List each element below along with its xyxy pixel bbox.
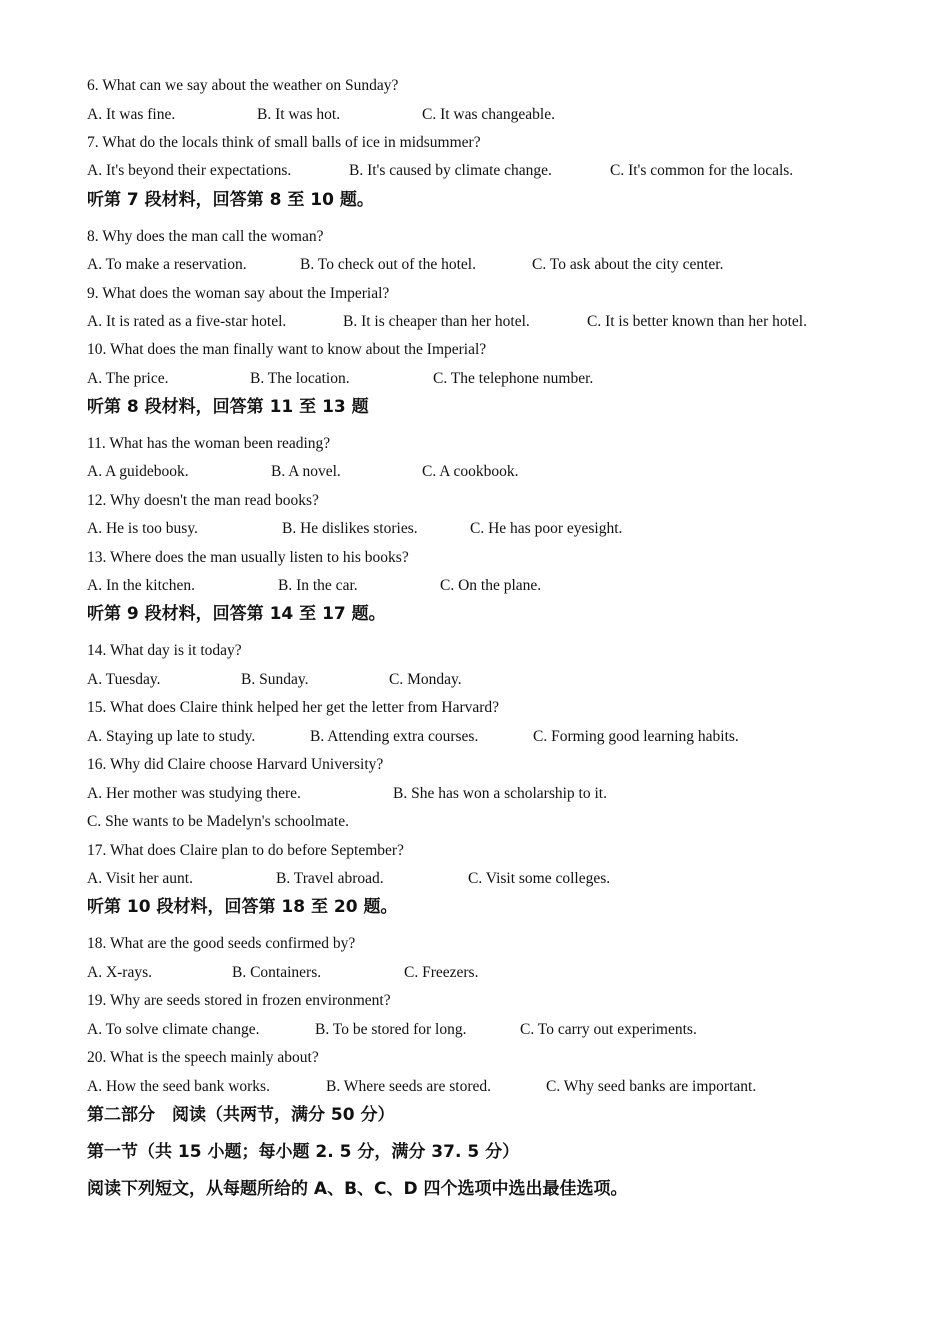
option-a: A. Visit her aunt. [87,870,193,887]
option-b: B. Containers. [232,964,322,981]
question-16-option-c: C. She wants to be Madelyn's schoolmate. [87,813,349,830]
option-a: A. Staying up late to study. [87,728,256,745]
option-b: B. A novel. [271,463,341,480]
option-a: A. Tuesday. [87,671,161,688]
section-heading-8: 听第 8 段材料，回答第 11 至 13 题 [87,397,369,417]
question-8-stem: 8. Why does the man call the woman? [87,228,324,245]
option-b: B. To check out of the hotel. [300,256,476,273]
option-c: C. To ask about the city center. [532,256,724,273]
question-7-stem: 7. What do the locals think of small balls of ice in midsummer? [87,134,481,151]
question-15-stem: 15. What does Claire think helped her get the letter from Harvard? [87,699,500,716]
option-a: A. To make a reservation. [87,256,247,273]
option-a: A. How the seed bank works. [87,1078,270,1095]
option-a: A. He is too busy. [87,520,198,537]
option-c: C. It was changeable. [422,106,555,123]
option-a: A. It's beyond their expectations. [87,162,292,179]
question-11-stem: 11. What has the woman been reading? [87,435,331,452]
option-a: A. To solve climate change. [87,1021,260,1038]
option-c: C. It is better known than her hotel. [587,313,807,330]
part-two-heading: 第二部分 阅读（共两节，满分 50 分） [87,1105,395,1125]
section-heading-7: 听第 7 段材料，回答第 8 至 10 题。 [87,190,374,210]
option-c: C. It's common for the locals. [610,162,794,179]
option-a: A. X-rays. [87,964,152,981]
option-c: C. The telephone number. [433,370,594,387]
option-c: C. To carry out experiments. [520,1021,697,1038]
question-17-stem: 17. What does Claire plan to do before September? [87,842,404,859]
option-c: C. On the plane. [440,577,542,594]
option-a: A. A guidebook. [87,463,189,480]
question-18-stem: 18. What are the good seeds confirmed by? [87,935,356,952]
section-heading-9: 听第 9 段材料，回答第 14 至 17 题。 [87,604,386,624]
option-b: B. It is cheaper than her hotel. [343,313,530,330]
question-16-stem: 16. Why did Claire choose Harvard University? [87,756,384,773]
option-c: C. Visit some colleges. [468,870,611,887]
option-b: B. Where seeds are stored. [326,1078,491,1095]
option-b: B. She has won a scholarship to it. [393,785,607,802]
option-c: C. Freezers. [404,964,479,981]
section-heading-10: 听第 10 段材料，回答第 18 至 20 题。 [87,897,398,917]
option-b: B. It's caused by climate change. [349,162,552,179]
option-c: C. Why seed banks are important. [546,1078,757,1095]
option-c: C. Monday. [389,671,462,688]
option-a: A. Her mother was studying there. [87,785,301,802]
option-a: A. It was fine. [87,106,176,123]
option-a: A. It is rated as a five-star hotel. [87,313,287,330]
option-b: B. It was hot. [257,106,341,123]
option-c: C. A cookbook. [422,463,519,480]
reading-instruction: 阅读下列短文，从每题所给的 A、B、C、D 四个选项中选出最佳选项。 [87,1179,628,1199]
question-6-stem: 6. What can we say about the weather on Sunday? [87,77,399,94]
option-b: B. The location. [250,370,350,387]
question-20-stem: 20. What is the speech mainly about? [87,1049,319,1066]
option-b: B. Travel abroad. [276,870,384,887]
option-a: A. In the kitchen. [87,577,196,594]
option-b: B. In the car. [278,577,358,594]
option-b: B. Sunday. [241,671,309,688]
option-b: B. Attending extra courses. [310,728,479,745]
option-c: C. Forming good learning habits. [533,728,739,745]
question-13-stem: 13. Where does the man usually listen to his books? [87,549,409,566]
question-9-stem: 9. What does the woman say about the Imperial? [87,285,390,302]
option-b: B. To be stored for long. [315,1021,467,1038]
part-two-section-one-heading: 第一节（共 15 小题；每小题 2. 5 分，满分 37. 5 分） [87,1142,520,1162]
option-a: A. The price. [87,370,169,387]
question-12-stem: 12. Why doesn't the man read books? [87,492,319,509]
question-19-stem: 19. Why are seeds stored in frozen environment? [87,992,391,1009]
question-10-stem: 10. What does the man finally want to know about the Imperial? [87,341,487,358]
option-b: B. He dislikes stories. [282,520,418,537]
question-14-stem: 14. What day is it today? [87,642,242,659]
option-c: C. He has poor eyesight. [470,520,623,537]
